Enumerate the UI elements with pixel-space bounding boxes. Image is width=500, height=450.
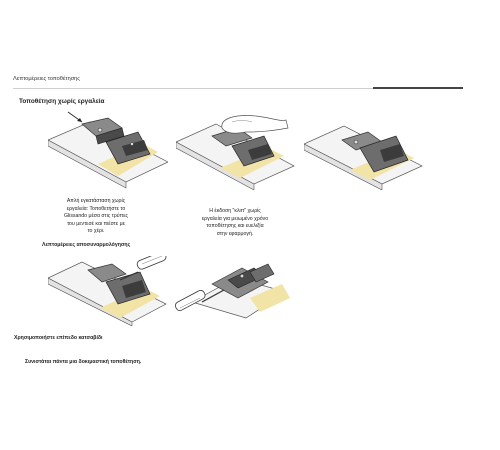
caption-step2-line2: εργαλεία για μειωμένο χρόνο [201,215,269,222]
label-recommended: Συνιστάται πάντα μια δοκιμαστική τοποθέτηση. [25,359,142,365]
caption-step1 [46,198,146,236]
caption-step1-line5: το χέρι. [87,228,105,235]
hinge-press-by-hand-illustration [48,110,168,190]
caption-step2 [180,208,290,238]
hinge-screwdriver-release-illustration [48,256,172,326]
caption-step2-line1: Η έκδοση "κλιπ" χωρίς [209,208,261,214]
hinge-clip-by-finger-illustration [176,110,296,190]
label-disassembly: Λεπτομέρειες αποσυναρμολόγησης [42,242,131,248]
caption-step1-line3: Glissando μέσα στις τρύπες [63,213,129,220]
caption-step1-line4: του μεντεσέ και πιέστε με [67,220,125,227]
section-title: Τοποθέτηση χωρίς εργαλεία [19,98,105,105]
hinge-mounted-illustration [304,110,424,190]
caption-step2-line4: στην εφαρμογή. [216,230,254,237]
header-title: Λεπτομέρειες τοποθέτησης [13,76,80,82]
caption-step1-line2: εργαλεία: Τοποθετήστε το [66,205,126,212]
hinge-screwdriver-lever-illustration [172,258,296,328]
caption-step2-line3: τοποθέτησης και ευελιξία [206,223,264,230]
label-flat-screwdriver: Χρησιμοποιήστε επίπεδο κατσαβίδι [14,335,103,341]
caption-step1-line1: Απλή εγκατάσταση χωρίς [66,198,126,204]
header-divider-accent [373,87,463,89]
